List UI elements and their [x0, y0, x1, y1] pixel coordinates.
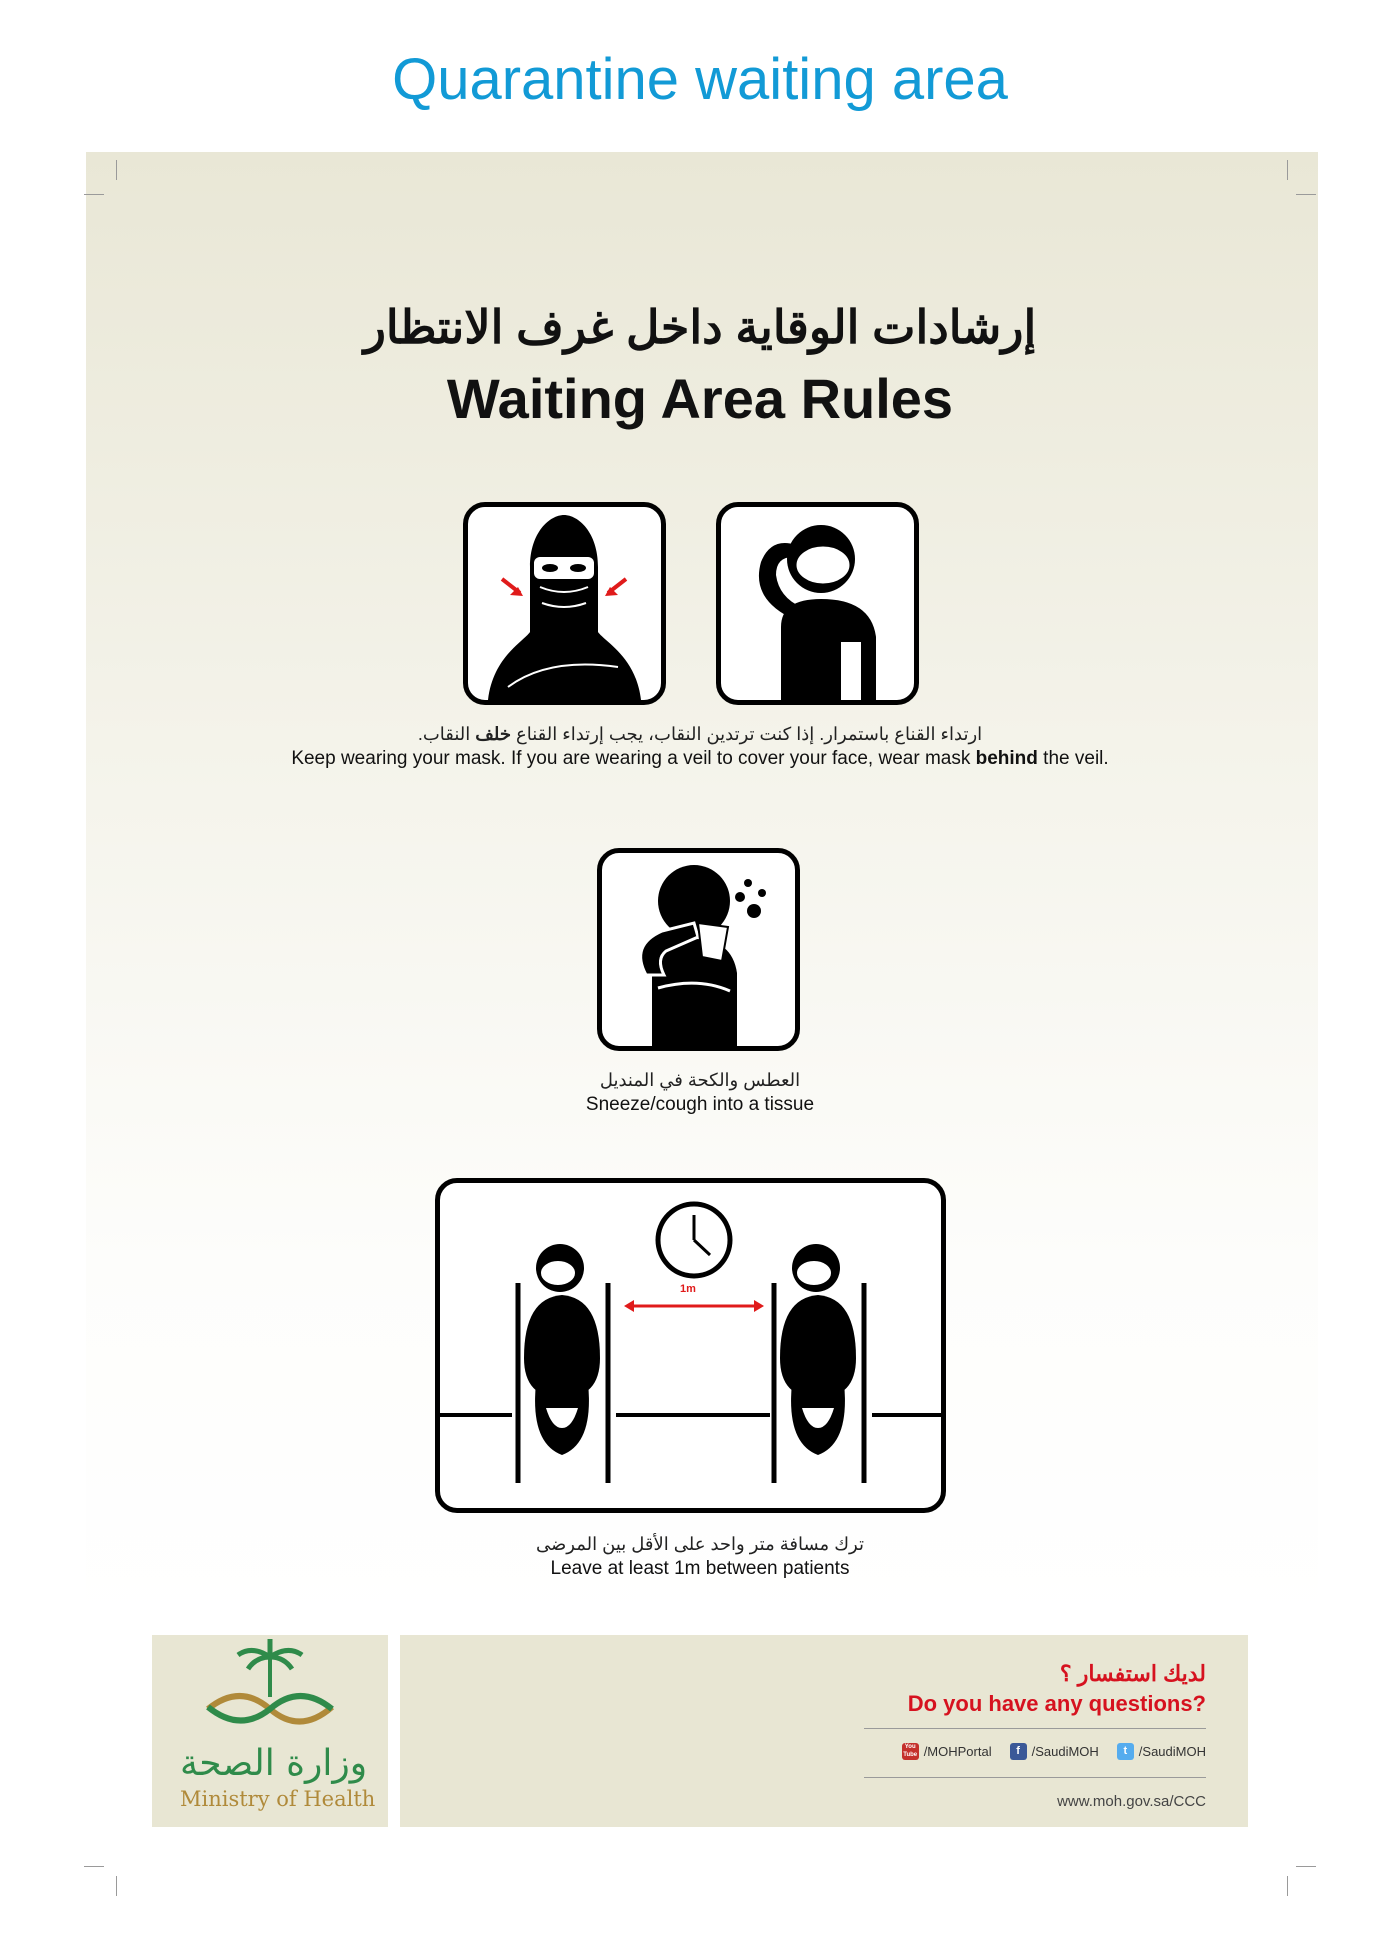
question-arabic: لديك استفسار ؟ [1059, 1661, 1206, 1686]
sneeze-tissue-icon [602, 853, 795, 1046]
seated-patient-left [518, 1244, 608, 1483]
contact-panel [400, 1635, 1248, 1827]
moh-palm-swords-logo [152, 1635, 388, 1745]
distance-between-patients-pictogram [435, 1178, 946, 1513]
sneeze-into-tissue-pictogram [597, 848, 800, 1051]
rule-1-caption-english: Keep wearing your mask. If you are wearing a veil to cover your face, wear mask behind the veil. [291, 748, 1109, 769]
facebook-icon: f [1010, 1743, 1027, 1760]
poster-title-english: Waiting Area Rules [446, 367, 954, 430]
man-putting-on-mask-pictogram [716, 502, 919, 705]
twitter-icon: t [1117, 1743, 1134, 1760]
crop-mark [116, 160, 117, 180]
divider [864, 1728, 1206, 1729]
crop-mark [1287, 160, 1288, 180]
social-links [902, 1743, 1206, 1760]
distance-label: 1m [680, 1283, 696, 1295]
question-english: Do you have any questions? [907, 1691, 1206, 1716]
ministry-name-english: Ministry of Health [180, 1787, 376, 1811]
twitter-link[interactable]: t /SaudiMOH [1117, 1743, 1206, 1760]
crop-mark [1287, 1876, 1288, 1896]
poster-title-arabic: إرشادات الوقاية داخل غرف الانتظار [363, 301, 1037, 353]
ministry-logo-panel [152, 1635, 388, 1827]
page-title: Quarantine waiting area [392, 47, 1008, 112]
youtube-icon: You Tube [903, 1744, 918, 1758]
rule-2-caption-arabic: العطس والكحة في المنديل [599, 1070, 801, 1090]
divider [864, 1777, 1206, 1778]
youtube-link[interactable]: You Tube /MOHPortal [903, 1744, 992, 1759]
waiting-room-scene [440, 1183, 941, 1508]
crop-mark [1296, 194, 1316, 195]
rule-3-caption-english: Leave at least 1m between patients [550, 1558, 850, 1579]
website-link[interactable]: www.moh.gov.sa/CCC [1057, 1793, 1206, 1810]
crop-mark [84, 194, 104, 195]
rule-1-caption-arabic: ارتداء القناع باستمرار. إذا كنت ترتدين النقاب، يجب إرتداء القناع خلف النقاب. [417, 724, 983, 744]
crop-mark [1296, 1866, 1316, 1867]
veiled-woman-mask-pictogram [463, 502, 666, 705]
ministry-name-arabic: وزارة الصحة [180, 1743, 368, 1784]
facebook-link[interactable]: f /SaudiMOH [1010, 1743, 1099, 1760]
crop-mark [84, 1866, 104, 1867]
man-mask-icon [721, 507, 914, 700]
distance-arrow-icon [624, 1300, 764, 1312]
veiled-woman-icon [468, 507, 661, 700]
crop-mark [116, 1876, 117, 1896]
rule-3-caption-arabic: ترك مسافة متر واحد على الأقل بين المرضى [536, 1534, 864, 1554]
wall-clock-icon [658, 1204, 730, 1276]
seated-patient-right [774, 1244, 864, 1483]
rule-2-caption-english: Sneeze/cough into a tissue [585, 1094, 815, 1115]
